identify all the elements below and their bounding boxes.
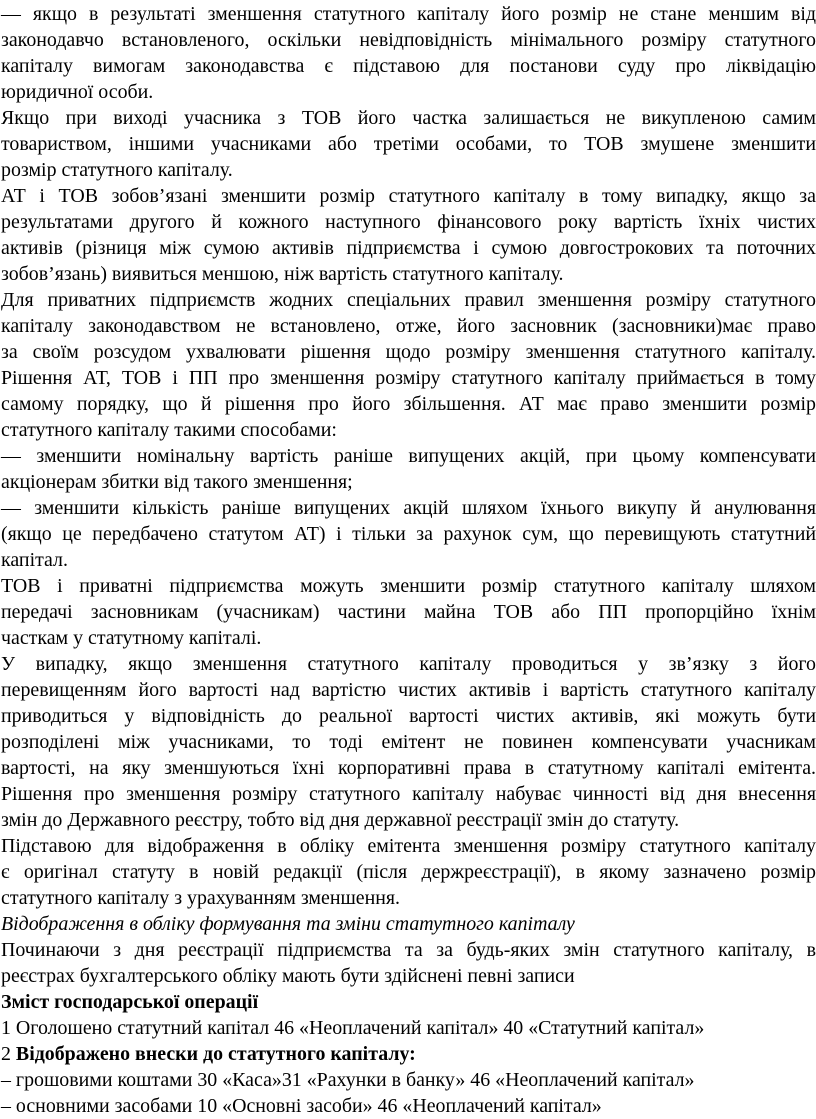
- line-text: Відображено внески до статутного капіталу:: [15, 1043, 416, 1065]
- text-line: статутного капіталу з урахуванням зменшення.: [1, 887, 401, 909]
- text-line: Якщо при виході учасника з ТОВ його частка залишається не викупленою самим: [1, 107, 816, 129]
- text-line: реєстрах бухгалтерського обліку мають бути здійснені певні записи: [1, 965, 575, 987]
- text-line: Для приватних підприємств жодних спеціальних правил зменшення розміру статутного: [1, 289, 816, 311]
- text-line: акціонерам збитки від такого зменшення;: [1, 471, 353, 493]
- text-line: капіталу законодавством не встановлено, отже, його засновник (засновники)має право: [1, 315, 816, 337]
- text-line: змін до Державного реєстру, тобто від дня державної реєстрації змін до статуту.: [1, 809, 680, 831]
- text-line: приводиться у відповідність до реальної вартості чистих активів, які можуть бути: [1, 705, 816, 727]
- text-line: перевищенням його вартості над вартістю чистих активів і вартість статутного капіталу: [1, 679, 816, 701]
- text-line: товариством, іншими учасниками або третіми особами, то ТОВ змушене зменшити: [1, 133, 816, 155]
- text-line: розмір статутного капіталу.: [1, 159, 233, 181]
- text-line: — якщо в результаті зменшення статутного капіталу його розмір не стане меншим від: [1, 3, 816, 25]
- text-line: передачі засновникам (учасникам) частини майна ТОВ або ПП пропорційно їхнім: [1, 601, 816, 623]
- text-line: за своїм розсудом ухвалювати рішення щодо розміру зменшення статутного капіталу.: [1, 341, 816, 363]
- text-line: Підставою для відображення в обліку емітента зменшення розміру статутного капіталу: [1, 835, 816, 857]
- text-line: активів (різниця між сумою активів підприємства і сумою довгострокових та поточних: [1, 237, 816, 259]
- text-line: — зменшити кількість раніше випущених акцій шляхом їхнього викупу й анулювання: [1, 497, 816, 519]
- text-line: юридичної особи.: [1, 81, 154, 103]
- line-prefix: 2: [1, 1043, 16, 1065]
- text-line: – основними засобами 10 «Основні засоби» 46 «Неоплачений капітал»: [1, 1095, 602, 1117]
- text-line: Зміст господарської операції: [1, 991, 259, 1013]
- text-line: вартості, на яку зменшуються їхні корпоративні права в статутному капіталі емітента.: [1, 757, 816, 779]
- text-line: Відображення в обліку формування та зміни статутного капіталу: [1, 913, 575, 935]
- text-line: зобов’язань) виявиться меншою, ніж вартість статутного капіталу.: [1, 263, 564, 285]
- text-line: результатами другого й кожного наступного фінансового року вартість їхніх чистих: [1, 211, 816, 233]
- text-line: законодавчо встановленого, оскільки невідповідність мінімального розміру статутного: [1, 29, 816, 51]
- text-line: є оригінал статуту в новій редакції (після держреєстрації), в якому зазначено розмір: [1, 861, 816, 883]
- text-line: У випадку, якщо зменшення статутного капіталу проводиться у зв’язку з його: [1, 653, 816, 675]
- text-line: 1 Оголошено статутний капітал 46 «Неоплачений капітал» 40 «Статутний капітал»: [1, 1017, 705, 1039]
- text-line: розподілені між учасниками, то тоді емітент не повинен компенсувати учасникам: [1, 731, 816, 753]
- text-line: часткам у статутному капіталі.: [1, 627, 262, 649]
- text-line: – грошовими коштами 30 «Каса»31 «Рахунки в банку» 46 «Неоплачений капітал»: [1, 1069, 695, 1091]
- text-line: ТОВ і приватні підприємства можуть зменшити розмір статутного капіталу шляхом: [1, 575, 816, 597]
- text-line: Рішення про зменшення розміру статутного капіталу набуває чинності від дня внесення: [1, 783, 816, 805]
- text-line: АТ і ТОВ зобов’язані зменшити розмір статутного капіталу в тому випадку, якщо за: [1, 185, 816, 207]
- text-line: Рішення АТ, ТОВ і ПП про зменшення розміру статутного капіталу приймається в тому: [1, 367, 816, 389]
- text-line: (якщо це передбачено статутом АТ) і тільки за рахунок сум, що перевищують статутний: [1, 523, 816, 545]
- text-line: капітал.: [1, 549, 68, 571]
- text-line: самому порядку, що й рішення про його збільшення. АТ має право зменшити розмір: [1, 393, 816, 415]
- text-line: капіталу вимогам законодавства є підставою для постанови суду про ліквідацію: [1, 55, 816, 77]
- text-line: [0, 1041, 816, 1067]
- text-line: — зменшити номінальну вартість раніше випущених акцій, при цьому компенсувати: [1, 445, 816, 467]
- text-line: статутного капіталу такими способами:: [1, 419, 337, 441]
- text-line: Починаючи з дня реєстрації підприємства та за будь-яких змін статутного капіталу, в: [1, 939, 816, 961]
